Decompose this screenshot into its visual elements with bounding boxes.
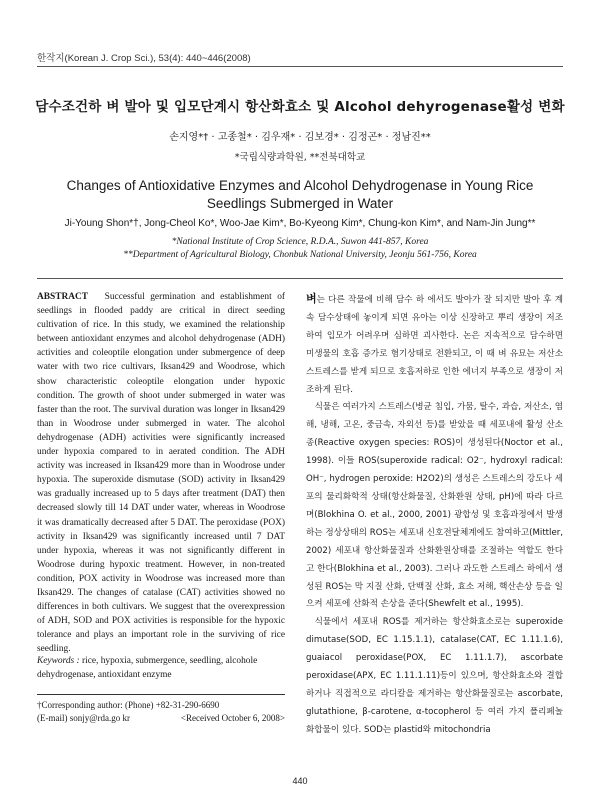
abstract-label: ABSTRACT [37, 292, 89, 302]
page-number: 440 [292, 776, 308, 786]
english-affiliation-2: **Department of Agricultural Biology, Chonbuk National University, Jeonju 561-756, Korea [123, 250, 477, 260]
intro-paragraph-3: 식물에서 세포내 ROS를 제거하는 항산화효소로는 superoxide dimutase(SOD, EC 1.15.1.1), catalase(CAT, EC 1.11.1.6), guaiacol peroxidase(POX, EC 1.11.1.7), ascorbate peroxidase(APX, EC 1.11.1.11)등이 있으며, 항산화효소와 결합하거나 직접적으로 라디칼을 제거하는 항산화물질로는 ascorbate, glutathione, β-carotene, α-tocopherol 등 여러 가지 폴리페놀 화합물이 있다. SOD는 plastid와 mitochondria [306, 617, 563, 735]
header-rule [37, 66, 563, 67]
keywords-text: rice, hypoxia, submergence, seedling, alcohole dehydrogenase, antioxidant enzyme [37, 656, 258, 680]
english-affiliation-1: *National Institute of Crop Science, R.D.A., Suwon 441-857, Korea [171, 237, 429, 247]
introduction [306, 290, 563, 740]
intro-dropcap: 벼 [306, 292, 317, 305]
keywords [37, 654, 285, 682]
korean-title: 담수조건하 벼 발아 및 입모단계시 항산화효소 및 Alcohol dehyrogenase활성 변화 [35, 99, 565, 115]
abstract [37, 290, 285, 656]
korean-affiliation: *국립식량과학원, **전북대학교 [234, 152, 366, 163]
footnote-received: <Received October 6, 2008> [180, 713, 285, 723]
english-authors: Ji-Young Shon*†, Jong-Cheol Ko*, Woo-Jae Kim*, Bo-Kyeong Kim*, Chung-kon Kim*, and Nam-Jin Jung** [64, 218, 536, 229]
keywords-label: Keywords : [37, 656, 80, 666]
intro-paragraph-2: 식물은 여러가지 스트레스(병균 침입, 가뭄, 탈수, 과습, 저산소, 염해, 냉해, 고온, 중금속, 자외선 등)를 받았을 때 세포내에 활성 산소종(Reactive oxygen species: ROS)이 생성된다(Noctor et al., 1998). 이들 ROS(superoxide radical: O2⁻, hydroxyl radical: OH⁻, hydrogen peroxide: H2O2)의 생성은 스트레스의 강도나 세포의 물리화학적 상태(항산화물질, 산화환원 상태, pH)에 따라 다르며(Blokhina O. et al., 2000, 2001) 광합성 및 호흡과정에서 발생하는 정상상태의 ROS는 세포내 신호전달체계에도 참여하고(Mittler, 2002) 세포내 항산화물질과 산화환원상태를 조절하는 역할도 한다고 한다(Blokhina et al., 2003). 그러나 과도한 스트레스 하에서 생성된 ROS는 막 지질 산화, 단백질 산화, 효소 저해, 핵산손상 등을 일으켜 세포에 산화적 손상을 준다(Shewfelt et al., 1995). [306, 402, 563, 610]
footnote-rule [37, 694, 285, 695]
section-rule [37, 278, 563, 279]
abstract-text: Successful germination and establishment of seedlings in flooded paddy are critical in direct seeding cultivation of rice. In this study, we examined the relationship between antioxidant enzymes and alcohol dehydrogenase (ADH) activities and coleoptile elongation under submergence of deep water with two rice cultivars, Iksan429 and Woodrose, which show characteristic coleoptile elongation under hypoxic condition. The growth of shoot under submerged in water was faster than the root. The survival duration was longer in Iksan429 than in Woodrose under submerged in water. The alcohol dehydrogenase (ADH) activities were significantly increased under hypoxia compared to in aerated condition. The ADH activity was increased in Iksan429 more than in Woodrose under hypoxia. The superoxide dismutase (SOD) activity in Iksan429 was gradually increased up to 5 days after treatment (DAT) then decreased slowly till 14 DAT under water, whereas in Woodrose it was dramatically decreased after 5 DAT. The peroxidase (POX) activity in Iksan429 was significantly increased until 7 DAT under hypoxia, whereas it was not significantly different in Woodrose during hypoxic treatment. However, in non-treated condition, POX activity in Woodrose was increased more than Iksan429. The changes of catalase (CAT) activities showed no differences in both cultivars. We suggest that the overexpression of ADH, SOD and POX activities is responsible for the hypoxic tolerance and plays an important role in the surviving of rice seedling. [37, 292, 286, 655]
footnote-email: (E-mail) sonjy@rda.go kr [37, 713, 131, 723]
korean-authors: 손지영*† · 고종철* · 김우재* · 김보경* · 김정곤* · 정남진** [169, 132, 431, 143]
english-title-line2: Seedlings Submerged in Water [206, 196, 394, 211]
journal-header: 한작지(Korean J. Crop Sci.), 53(4): 440~446(2008) [37, 53, 251, 64]
english-title [50, 177, 550, 213]
footnote-author: †Corresponding author: (Phone) +82-31-290-6690 [37, 700, 220, 710]
english-title-line1: Changes of Antioxidative Enzymes and Alcohol Dehydrogenase in Young Rice [66, 178, 534, 193]
footnote [37, 699, 285, 725]
intro-paragraph-1: 벼는 다른 작물에 비해 담수 하 에서도 발아가 잘 되지만 발아 후 계속 담수상태에 놓이게 되면 유아는 이상 신장하고 뿌리 생장이 저조하여 입모가 어려우며 심하면 괴사한다. 논은 지속적으로 담수하면 미생물의 호흡 증가로 혐기상태로 전환되고, 이 때 벼 유묘는 저산소 스트레스를 받게 되므로 호흡저하로 인한 에너지 부족으로 생장이 저조하게 된다. [306, 292, 563, 395]
